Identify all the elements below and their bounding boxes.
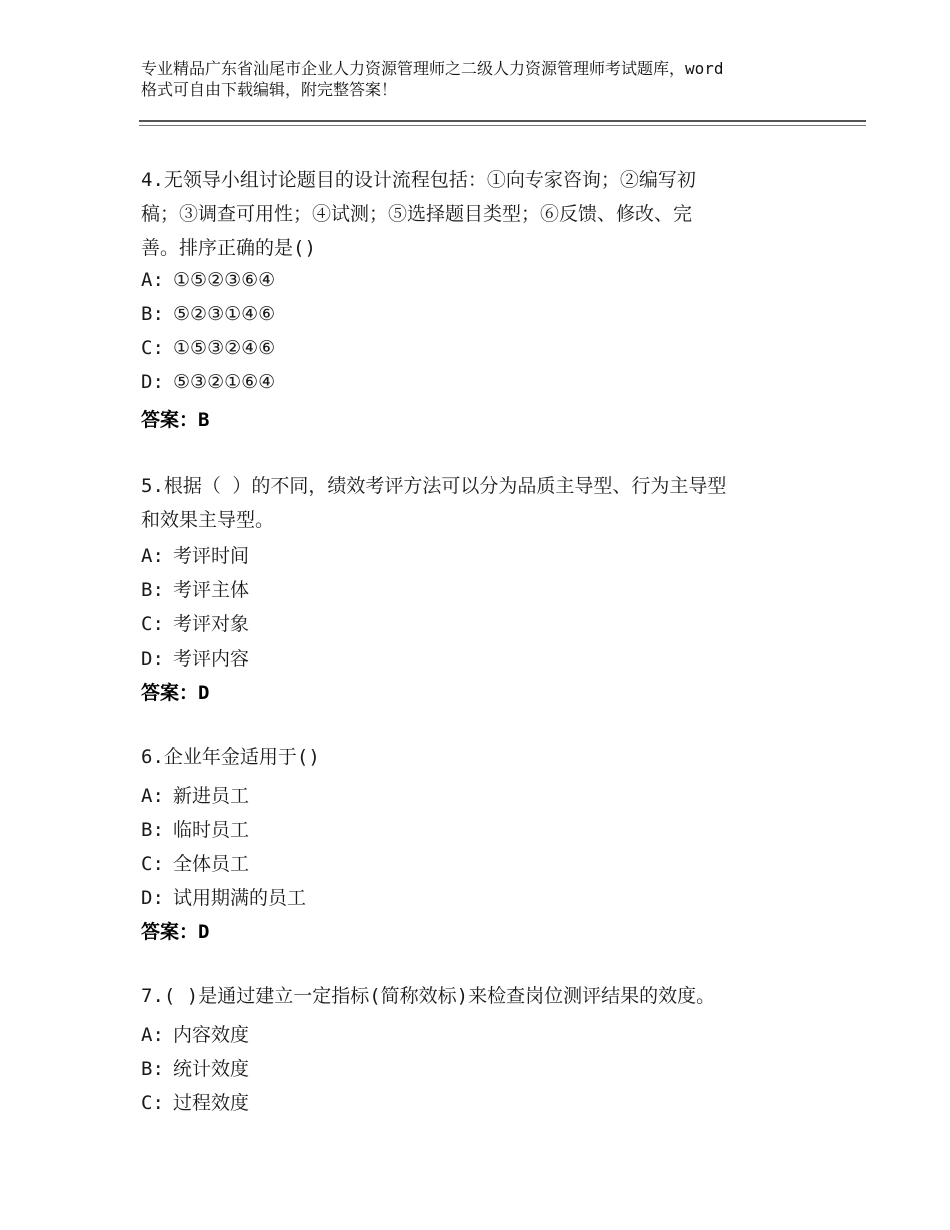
option-text: 考评内容 xyxy=(173,648,250,670)
option-text: 统计效度 xyxy=(173,1058,250,1080)
question-4-line-3: 善。排序正确的是() xyxy=(141,237,316,259)
question-4-option-c xyxy=(141,337,275,359)
option-text: 内容效度 xyxy=(173,1024,250,1046)
option-letter: C: xyxy=(141,853,164,875)
question-5-option-b xyxy=(141,575,249,602)
option-letter: C: xyxy=(141,337,164,359)
question-6-option-d xyxy=(141,883,306,910)
header-divider-thin xyxy=(139,125,866,126)
question-6-line-1: 6.企业年金适用于() xyxy=(141,746,320,768)
option-letter: B: xyxy=(141,303,164,325)
question-4-answer: 答案：B xyxy=(141,409,210,431)
option-letter: A: xyxy=(141,545,164,567)
question-4-option-d xyxy=(141,371,275,393)
header-line-1: 专业精品广东省汕尾市企业人力资源管理师之二级人力资源管理师考试题库，word xyxy=(141,59,724,78)
question-5-option-a xyxy=(141,541,249,568)
question-4-option-b xyxy=(141,303,275,325)
question-5-line-2: 和效果主导型。 xyxy=(141,509,275,531)
option-letter: A: xyxy=(141,269,164,291)
option-letter: B: xyxy=(141,819,164,841)
option-letter: C: xyxy=(141,1092,164,1114)
question-5-line-1: 5.根据（ ）的不同，绩效考评方法可以分为品质主导型、行为主导型 xyxy=(141,475,727,497)
option-text: ①⑤③②④⑥ xyxy=(173,337,276,359)
header-divider-thick xyxy=(139,120,866,122)
question-4-line-2: 稿；③调查可用性；④试测；⑤选择题目类型；⑥反馈、修改、完 xyxy=(141,203,693,225)
option-text: 试用期满的员工 xyxy=(173,887,307,909)
question-7-line-1: 7.( )是通过建立一定指标(简称效标)来检查岗位测评结果的效度。 xyxy=(141,985,716,1007)
question-6-option-a xyxy=(141,781,249,808)
question-6-option-b xyxy=(141,815,249,842)
question-4-line-1: 4.无领导小组讨论题目的设计流程包括：①向专家咨询；②编写初 xyxy=(141,169,696,191)
option-letter: A: xyxy=(141,785,164,807)
option-text: 新进员工 xyxy=(173,785,250,807)
question-6-answer: 答案：D xyxy=(141,921,210,943)
option-letter: D: xyxy=(141,648,164,670)
question-5-option-c xyxy=(141,609,249,636)
question-5-answer: 答案：D xyxy=(141,682,210,704)
option-text: 临时员工 xyxy=(173,819,250,841)
option-letter: A: xyxy=(141,1024,164,1046)
option-text: ①⑤②③⑥④ xyxy=(173,269,276,291)
question-4-option-a xyxy=(141,269,275,291)
question-6-text xyxy=(141,740,821,774)
question-5-text xyxy=(141,469,821,537)
question-5-option-d xyxy=(141,644,249,671)
header-line-2: 格式可自由下载编辑，附完整答案！ xyxy=(141,80,398,99)
option-text: 考评对象 xyxy=(173,613,250,635)
option-text: 考评时间 xyxy=(173,545,250,567)
question-4-text xyxy=(141,163,821,265)
option-letter: C: xyxy=(141,613,164,635)
question-7-option-a xyxy=(141,1020,249,1047)
document-header xyxy=(141,58,841,100)
question-6-option-c xyxy=(141,849,249,876)
question-7-option-c xyxy=(141,1088,249,1115)
option-letter: B: xyxy=(141,579,164,601)
option-letter: D: xyxy=(141,371,164,393)
option-letter: B: xyxy=(141,1058,164,1080)
option-letter: D: xyxy=(141,887,164,909)
option-text: 考评主体 xyxy=(173,579,250,601)
option-text: 全体员工 xyxy=(173,853,250,875)
question-7-text xyxy=(141,979,821,1013)
question-7-option-b xyxy=(141,1054,249,1081)
option-text: 过程效度 xyxy=(173,1092,250,1114)
option-text: ⑤②③①④⑥ xyxy=(173,303,276,325)
option-text: ⑤③②①⑥④ xyxy=(173,371,276,393)
